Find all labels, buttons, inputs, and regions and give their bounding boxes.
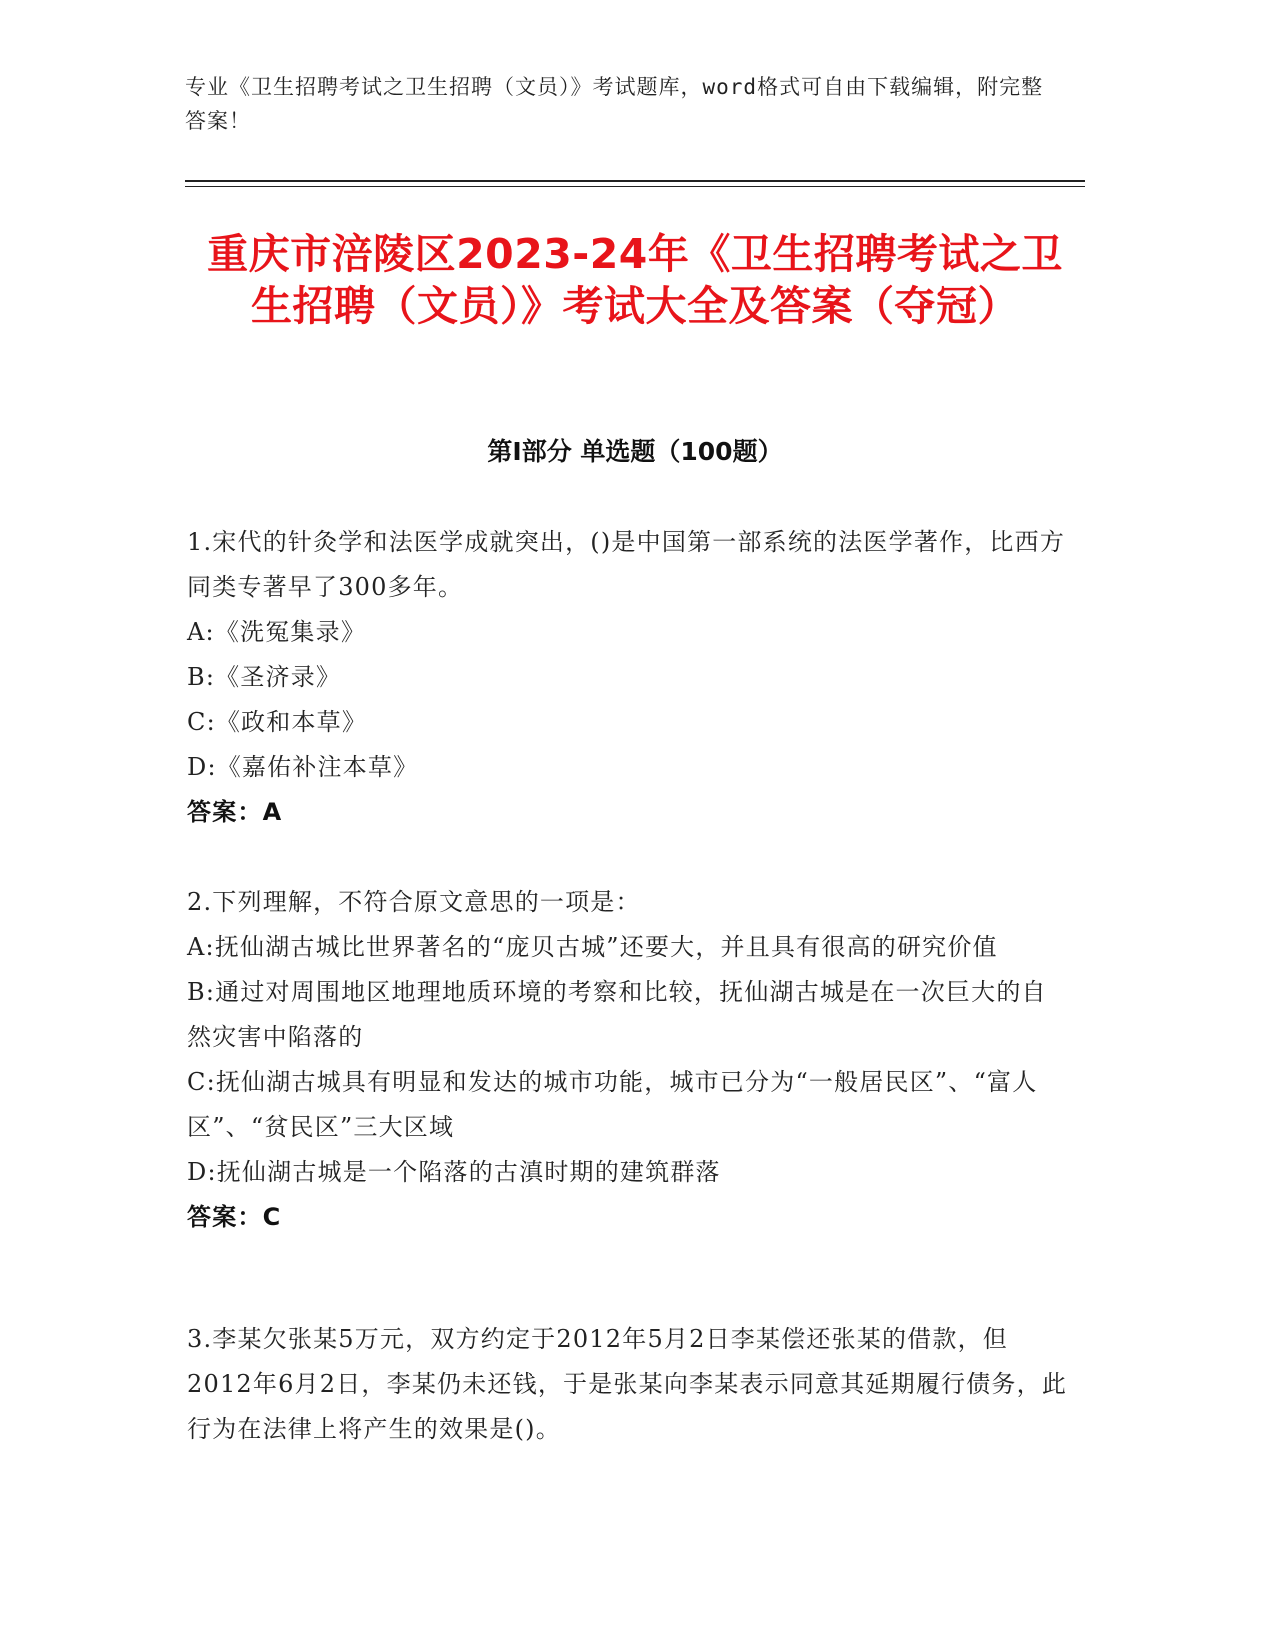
header-rule-thick [185, 180, 1085, 182]
question-stem: 2.下列理解，不符合原文意思的一项是： [187, 888, 641, 916]
option-c: C:《政和本草》 [187, 708, 368, 736]
option-a: A:抚仙湖古城比世界著名的“庞贝古城”还要大，并且具有很高的研究价值 [187, 933, 998, 961]
document-title: 重庆市涪陵区2023-24年《卫生招聘考试之卫生招聘（文员）》考试大全及答案（夺冠） [207, 230, 1063, 330]
option-b: B:《圣济录》 [187, 663, 342, 691]
section-heading: 第I部分 单选题（100题） [487, 437, 783, 466]
question-3 [187, 1317, 1067, 1452]
question-stem: 3.李某欠张某5万元，双方约定于2012年5月2日李某偿还张某的借款，但2012年6月2日，李某仍未还钱，于是张某向李某表示同意其延期履行债务，此行为在法律上将产生的效果是()。 [187, 1325, 1068, 1443]
option-b: B:通过对周围地区地理地质环境的考察和比较，抚仙湖古城是在一次巨大的自然灾害中陷落的 [187, 978, 1047, 1051]
option-a: A:《洗冤集录》 [187, 618, 367, 646]
answer: 答案：A [187, 798, 283, 826]
option-d: D:《嘉佑补注本草》 [187, 753, 419, 781]
question-2 [187, 880, 1067, 1240]
header-rule-thin [185, 186, 1085, 187]
question-1 [187, 520, 1067, 835]
option-d: D:抚仙湖古城是一个陷落的古滇时期的建筑群落 [187, 1158, 721, 1186]
question-stem: 1.宋代的针灸学和法医学成就突出，()是中国第一部系统的法医学著作，比西方同类专著早了300多年。 [187, 528, 1066, 601]
answer: 答案：C [187, 1203, 282, 1231]
option-c: C:抚仙湖古城具有明显和发达的城市功能，城市已分为“一般居民区”、“富人区”、“贫民区”三大区域 [187, 1068, 1038, 1141]
header-note: 专业《卫生招聘考试之卫生招聘（文员）》考试题库，word格式可自由下载编辑，附完整答案！ [185, 75, 1044, 133]
